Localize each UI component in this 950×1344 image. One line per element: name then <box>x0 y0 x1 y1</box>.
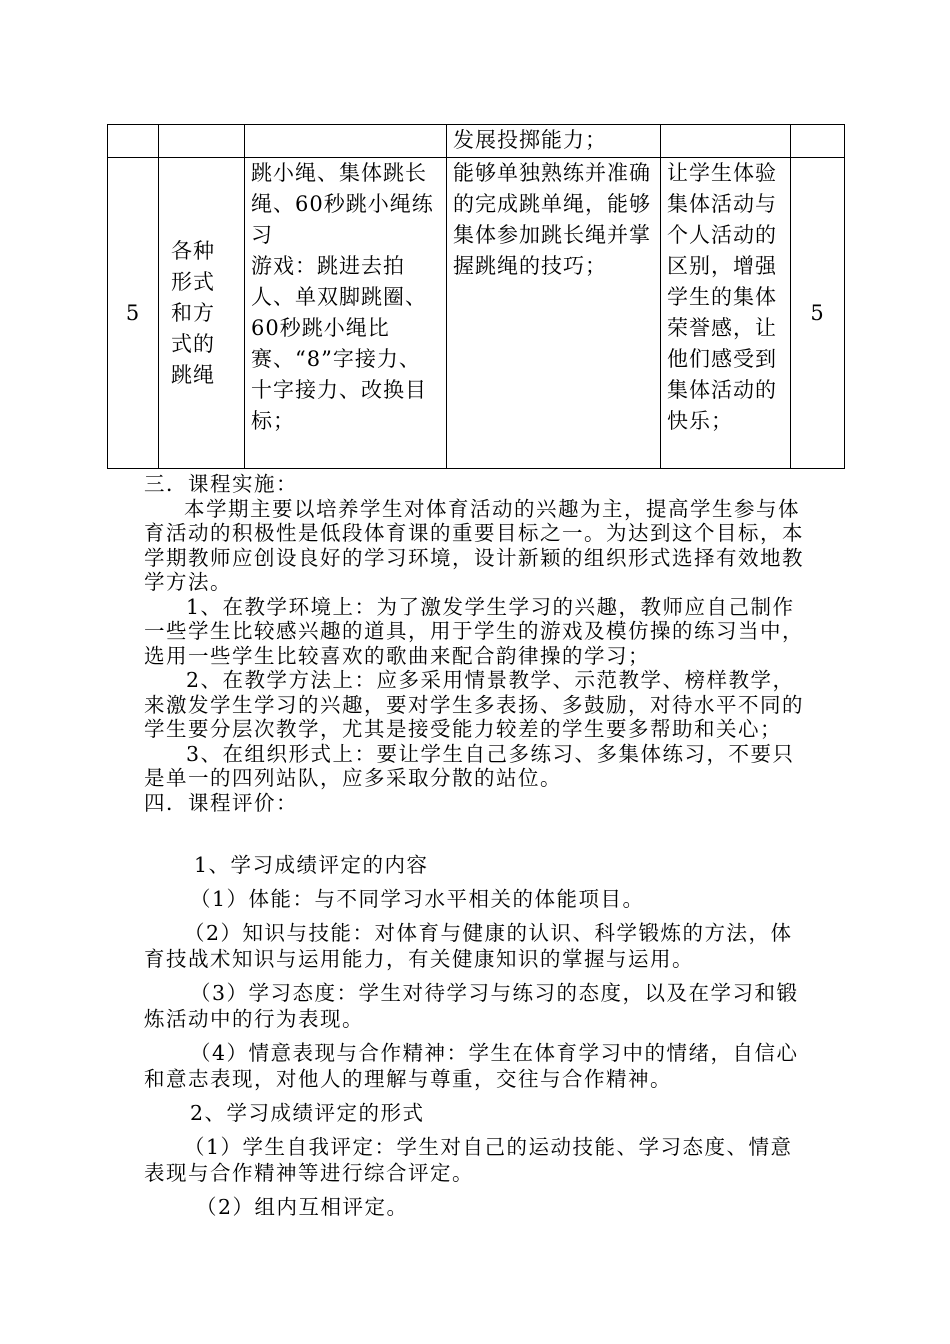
list-item: （2）组内互相评定。 <box>196 1195 409 1219</box>
paragraph: 2、在教学方法上：应多采用情景教学、示范教学、榜样教学，来激发学生学习的兴趣，要对学生多表扬、多鼓励，对待水平不同的学生要分层次教学，尤其是接受能力较差的学生要多帮助和关心； <box>144 668 804 741</box>
unit-title <box>159 158 245 469</box>
list-item: （4）情意表现与合作精神：学生在体育学习中的情绪，自信心和意志表现，对他人的理解与尊重，交往与合作精神。 <box>144 1041 799 1091</box>
section-heading: 四．课程评价： <box>144 790 298 815</box>
course-table <box>107 124 845 469</box>
unit-emotion-text: 让学生体验集体活动与个人活动的区别，增强学生的集体荣誉感，让他们感受到集体活动的快乐； <box>667 161 777 433</box>
unit-emotion <box>661 158 791 469</box>
table-cell-goal: 发展投掷能力； <box>447 125 661 158</box>
unit-number: 5 <box>108 158 159 469</box>
unit-goal-text: 能够单独熟练并准确的完成跳单绳，能够集体参加跳长绳并掌握跳绳的技巧； <box>453 161 651 278</box>
table-cell <box>159 125 245 158</box>
paragraph: 1、在教学环境上：为了激发学生学习的兴趣，教师应自己制作一些学生比较感兴趣的道具，用于学生的游戏及模仿操的练习当中，选用一些学生比较喜欢的歌曲来配合韵律操的学习； <box>144 594 804 668</box>
table-cell <box>245 125 447 158</box>
list-item: （1）体能：与不同学习水平相关的体能项目。 <box>190 887 645 911</box>
unit-hours: 5 <box>791 158 845 469</box>
paragraph: 本学期主要以培养学生对体育活动的兴趣为主，提高学生参与体育活动的积极性是低段体育课的重要目标之一。为达到这个目标，本学期教师应创设良好的学习环境，设计新颖的组织形式选择有效地教学方法。 <box>144 496 804 594</box>
list-item: 1、学习成绩评定的内容 <box>194 853 429 877</box>
table-row <box>108 125 845 158</box>
unit-content <box>245 158 447 469</box>
paragraph: 3、在组织形式上：要让学生自己多练习、多集体练习，不要只是单一的四列站队，应多采取分散的站位。 <box>144 741 795 790</box>
unit-content-text: 跳小绳、集体跳长绳、60秒跳小绳练习 游戏：跳进去拍人、单双脚跳圈、60秒跳小绳比赛、“8”字接力、十字接力、改换目标； <box>251 161 434 433</box>
table-cell <box>791 125 845 158</box>
list-item: 2、学习成绩评定的形式 <box>190 1101 425 1125</box>
table-cell <box>108 125 159 158</box>
section-implementation <box>144 472 814 815</box>
list-item: （2）知识与技能：对体育与健康的认识、科学锻炼的方法，体育技战术知识与运用能力，有关健康知识的掌握与运用。 <box>144 921 793 971</box>
list-item: （3）学习态度：学生对待学习与练习的态度，以及在学习和锻炼活动中的行为表现。 <box>144 981 799 1031</box>
section-heading: 三．课程实施： <box>144 472 298 496</box>
table-cell <box>661 125 791 158</box>
unit-goal <box>447 158 661 469</box>
section-evaluation <box>144 852 814 1220</box>
list-item: （1）学生自我评定：学生对自己的运动技能、学习态度、情意表现与合作精神等进行综合评定。 <box>144 1135 793 1185</box>
unit-title-text: 各种 形式 和方 式的 跳绳 <box>171 238 215 387</box>
table-row <box>108 158 845 469</box>
